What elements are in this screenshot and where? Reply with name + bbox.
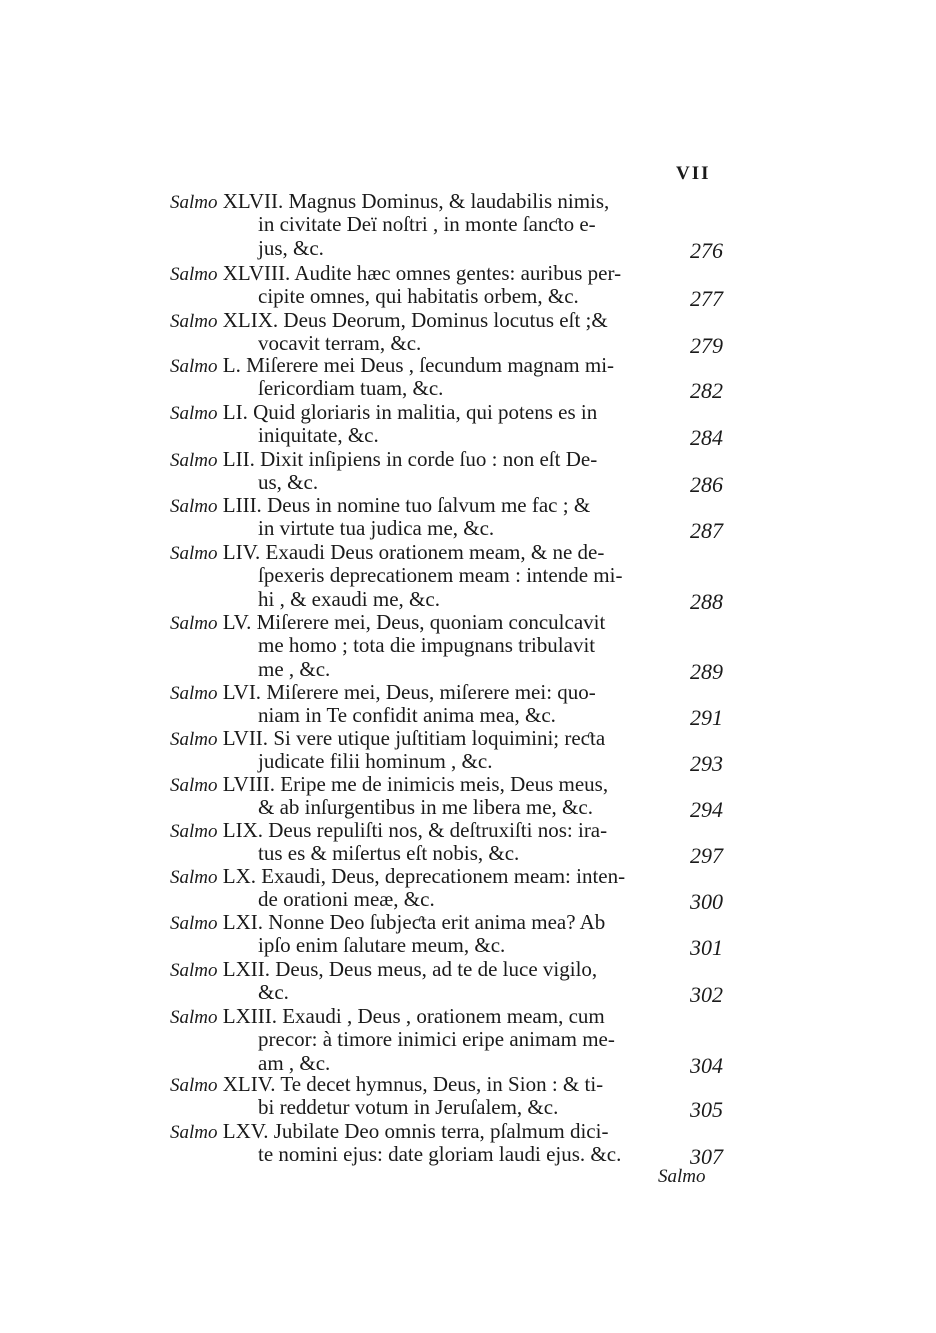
psalm-label: Salmo (170, 311, 218, 332)
psalm-label: Salmo (170, 356, 218, 377)
psalm-incipit: Nonne Deo ſubjeƈta erit anima mea? Ab (268, 910, 606, 934)
psalm-incipit: Exaudi , Deus , orationem meam, cum (282, 1004, 605, 1028)
entry-line (170, 190, 609, 213)
psalm-label: Salmo (170, 821, 218, 842)
page-reference: 286 (690, 472, 723, 498)
entry-line (170, 1005, 605, 1028)
entry-line (170, 448, 597, 471)
entry-line: niam in Te confidit anima mea, &c. (258, 703, 556, 728)
entry-line (170, 681, 596, 704)
psalm-numeral: LXV. (217, 1119, 274, 1143)
psalm-incipit: Deus Deorum, Dominus locutus eſt ;& (283, 308, 608, 332)
psalm-incipit: Deus in nomine tuo ſalvum me fac ; & (267, 493, 591, 517)
entry-line: jus, &c. (258, 235, 324, 260)
psalm-incipit: Deus repuliſti nos, & deſtruxiſti nos: ira- (268, 818, 608, 842)
psalm-label: Salmo (170, 683, 218, 704)
entry-line: de orationi meæ, &c. (258, 887, 435, 912)
page-reference: 307 (690, 1144, 723, 1170)
psalm-numeral: LII. (217, 447, 261, 471)
entry-line: ipſo enim ſalutare meum, &c. (258, 933, 506, 958)
page-reference: 289 (690, 658, 723, 684)
psalm-incipit: Miſerere mei Deus , ſecundum magnam mi- (246, 353, 615, 377)
entry-line: iniquitate, &c. (258, 423, 379, 448)
entry-line (170, 727, 605, 750)
psalm-incipit: Exaudi Deus orationem meam, & ne de- (265, 540, 605, 564)
psalm-incipit: Te decet hymnus, Deus, in Sion : & ti- (280, 1072, 604, 1096)
psalm-numeral: LI. (217, 400, 254, 424)
psalm-numeral: LIV. (217, 540, 266, 564)
psalm-label: Salmo (170, 264, 218, 285)
psalm-incipit: Deus, Deus meus, ad te de luce vigilo, (275, 957, 598, 981)
page-reference: 300 (690, 889, 723, 915)
page-reference: 277 (690, 286, 723, 312)
psalm-incipit: Jubilate Deo omnis terra, pſalmum dici- (273, 1119, 609, 1143)
entry-line: cipite omnes, qui habitatis orbem, &c. (258, 284, 579, 309)
entry-line: bi reddetur votum in Jeruſalem, &c. (258, 1095, 559, 1120)
psalm-incipit: Eripe me de inimicis meis, Deus meus, (280, 772, 609, 796)
psalm-numeral: LXIII. (217, 1004, 283, 1028)
psalm-numeral: LIII. (217, 493, 268, 517)
catchword: Salmo (658, 1166, 706, 1187)
entry-line: & ab inſurgentibus in me libera me, &c. (258, 795, 593, 820)
entry-line (170, 494, 590, 517)
entry-line: ſericordiam tuam, &c. (258, 376, 444, 401)
entry-line (170, 1073, 603, 1096)
entry-line: &c. (258, 980, 289, 1005)
entry-line: te nomini ejus: date gloriam laudi ejus. &c. (258, 1142, 622, 1167)
entry-line: vocavit terram, &c. (258, 331, 422, 356)
psalm-label: Salmo (170, 613, 218, 634)
entry-line: us, &c. (258, 470, 319, 495)
psalm-label: Salmo (170, 1007, 218, 1028)
entry-line (170, 354, 614, 377)
page-reference: 302 (690, 982, 723, 1008)
psalm-incipit: Quid gloriaris in malitia, qui potens es in (253, 400, 598, 424)
psalm-label: Salmo (170, 1075, 218, 1096)
entry-line (170, 309, 608, 332)
page-reference: 304 (690, 1052, 723, 1078)
psalm-numeral: LVI. (217, 680, 267, 704)
entry-line (170, 773, 608, 796)
page-reference: 287 (690, 518, 723, 544)
entry-line (170, 1120, 608, 1143)
psalm-label: Salmo (170, 913, 218, 934)
psalm-label: Salmo (170, 543, 218, 564)
entry-line: tus es & miſertus eſt nobis, &c. (258, 841, 520, 866)
folio-number: VII (676, 163, 711, 184)
psalm-label: Salmo (170, 960, 218, 981)
psalm-label: Salmo (170, 867, 218, 888)
page-reference: 294 (690, 797, 723, 823)
entry-line: in civitate Deï noſtri , in monte ſanƈto e- (258, 212, 596, 237)
psalm-label: Salmo (170, 775, 218, 796)
psalm-label: Salmo (170, 403, 218, 424)
psalm-numeral: LX. (217, 864, 262, 888)
psalm-incipit: Magnus Dominus, & laudabilis nimis, (288, 189, 610, 213)
entry-line (170, 401, 597, 424)
psalm-incipit: Audite hæc omnes gentes: auribus per- (294, 261, 622, 285)
entry-line (170, 541, 604, 564)
psalm-numeral: LIX. (217, 818, 269, 842)
psalm-numeral: XLVIII. (217, 261, 295, 285)
page-reference: 282 (690, 378, 723, 404)
entry-line: precor: à timore inimici eripe animam me- (258, 1027, 615, 1052)
page-reference: 291 (690, 705, 723, 731)
entry-line: ſpexeris deprecationem meam : intende mi- (258, 563, 623, 588)
psalm-numeral: LV. (217, 610, 257, 634)
entry-line (170, 262, 621, 285)
entry-line (170, 819, 607, 842)
page-reference: 297 (690, 843, 723, 869)
psalm-incipit: Si vere utique juſtitiam loquimini; reƈta (273, 726, 606, 750)
psalm-label: Salmo (170, 450, 218, 471)
psalm-numeral: L. (217, 353, 247, 377)
psalm-numeral: XLVII. (217, 189, 289, 213)
psalm-label: Salmo (170, 192, 218, 213)
entry-line (170, 911, 605, 934)
psalm-incipit: Dixit inſipiens in corde ſuo : non eſt De- (260, 447, 598, 471)
psalm-incipit: Miſerere mei, Deus, quoniam conculcavit (256, 610, 606, 634)
entry-line: hi , & exaudi me, &c. (258, 586, 440, 611)
entry-line: judicate filii hominum , &c. (258, 749, 493, 774)
page-reference: 276 (690, 237, 723, 263)
page-reference: 284 (690, 425, 723, 451)
entry-line (170, 611, 605, 634)
page-reference: 293 (690, 751, 723, 777)
entry-line (170, 958, 597, 981)
psalm-numeral: LVII. (217, 726, 274, 750)
entry-line: in virtute tua judica me, &c. (258, 516, 495, 541)
psalm-incipit: Miſerere mei, Deus, miſerere mei: quo- (266, 680, 596, 704)
psalm-numeral: XLIX. (217, 308, 284, 332)
psalm-incipit: Exaudi, Deus, deprecationem meam: inten- (261, 864, 626, 888)
psalm-label: Salmo (170, 496, 218, 517)
entry-line: me homo ; tota die impugnans tribulavit (258, 633, 596, 658)
entry-line: me , &c. (258, 656, 331, 681)
page-reference: 301 (690, 935, 723, 961)
psalm-numeral: LXII. (217, 957, 276, 981)
psalm-label: Salmo (170, 729, 218, 750)
page-reference: 305 (690, 1097, 723, 1123)
psalm-numeral: LVIII. (217, 772, 281, 796)
psalm-label: Salmo (170, 1122, 218, 1143)
page-reference: 279 (690, 333, 723, 359)
entry-line (170, 865, 625, 888)
psalm-numeral: XLIV. (217, 1072, 281, 1096)
page-reference: 288 (690, 588, 723, 614)
psalm-numeral: LXI. (217, 910, 269, 934)
entry-line: am , &c. (258, 1050, 331, 1075)
